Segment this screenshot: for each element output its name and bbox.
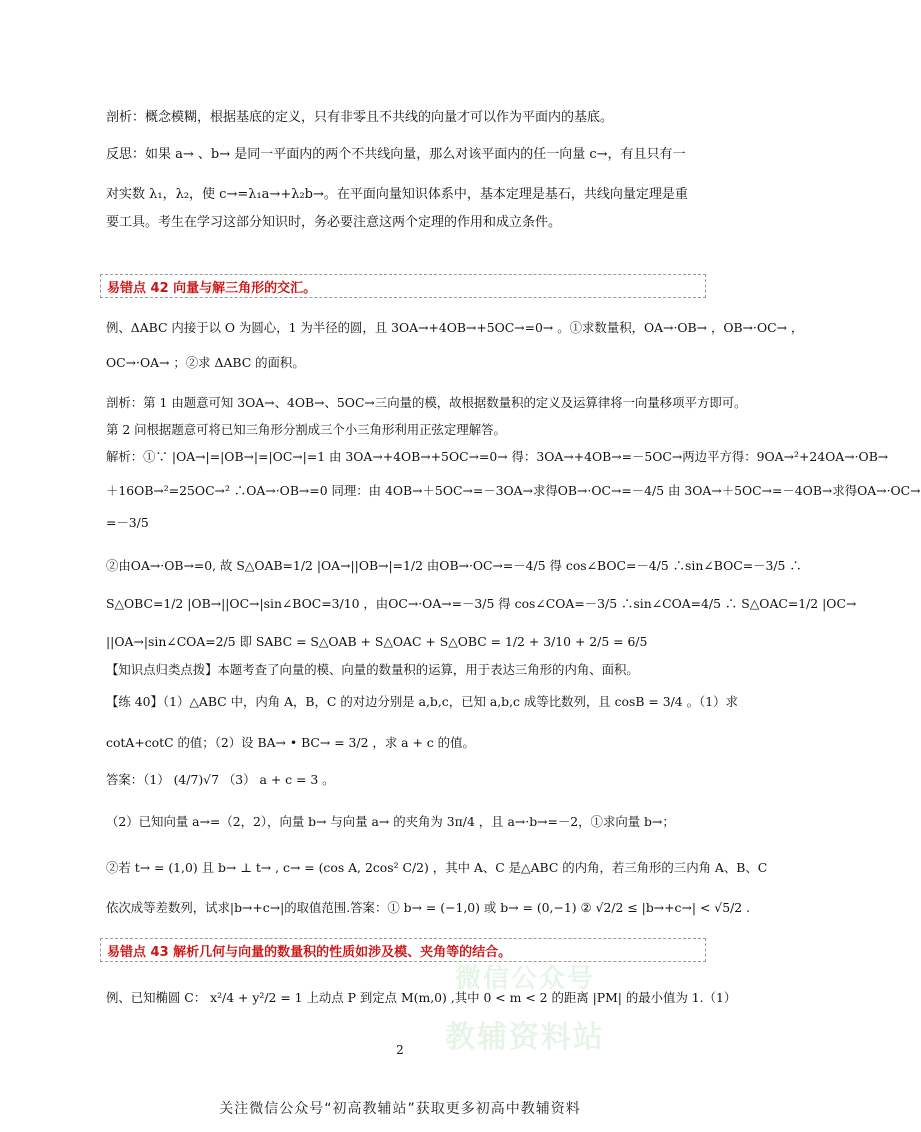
s42-line-15: （2）已知向量 a→=（2，2），向量 b→ 与向量 a→ 的夹角为 3π/4 ，且 a→·b→=－2，①求向量 b→； [106,814,675,829]
reflection-line-3: 要工具。考生在学习这部分知识时，务必要注意这两个定理的作用和成立条件。 [106,215,562,230]
s42-line-2: OC→·OA→ ；②求 ΔABC 的面积。 [106,355,305,370]
s42-line-9: S△OBC=1/2 |OB→||OC→|sin∠BOC=3/10 ，由OC→·OA→=－3/5 得 cos∠COA=－3/5 ∴sin∠COA=4/5 ∴ S△OAC=1/2 |OC→ [106,596,857,611]
page-number: 2 [396,1043,404,1057]
section-42-header-box [100,274,706,298]
s42-line-10: ||OA→|sin∠COA=2/5 即 SABC = S△OAB + S△OAC + S△OBC = 1/2 + 3/10 + 2/5 = 6/5 [106,634,648,649]
section-43-header-box [100,938,706,962]
footer-note: 关注微信公众号“初高教辅站”获取更多初高中教辅资料 [219,1101,581,1117]
section-42-title: 易错点 42 向量与解三角形的交汇。 [107,281,317,296]
s42-line-17: 依次成等差数列，试求|b→+c→|的取值范围.答案：① b→ = (−1,0) 或 b→ = (0,−1) ② √2/2 ≤ |b→+c→| < √5/2 . [106,900,751,915]
s42-line-12: 【练 40】（1）△ABC 中，内角 A，B，C 的对边分别是 a,b,c，已知 a,b,c 成等比数列，且 cosB = 3/4 。（1）求 [106,694,738,709]
s42-line-16: ②若 t→ = (1,0) 且 b→ ⊥ t→ , c→ = (cos A, 2cos² C/2) ，其中 A、C 是△ABC 的内角，若三角形的三内角 A、B、C [106,860,768,875]
s42-line-4: 第 2 问根据题意可将已知三角形分割成三个小三角形利用正弦定理解答。 [106,422,506,437]
s42-line-1: 例、ΔABC 内接于以 O 为圆心，1 为半径的圆，且 3OA→+4OB→+5OC→=0→ 。①求数量积，OA→·OB→ ，OB→·OC→ ， [106,320,804,335]
s42-line-6: ＋16OB→²=25OC→² ∴OA→·OB→=0 同理：由 4OB→＋5OC→=－3OA→求得OB→·OC→=－4/5 由 3OA→＋5OC→=－4OB→求得OA→·OC→ [106,483,921,498]
s42-line-13: cotA+cotC 的值；（2）设 BA→ • BC→ = 3/2 ，求 a + c 的值。 [106,735,475,750]
s42-line-3: 剖析：第 1 由题意可知 3OA→、4OB→、5OC→三向量的模，故根据数量积的定义及运算律将一向量移项平方即可。 [106,395,747,410]
section-43-title: 易错点 43 解析几何与向量的数量积的性质如涉及模、夹角等的结合。 [107,945,512,960]
reflection-line-1: 反思：如果 a→ 、b→ 是同一平面内的两个不共线向量，那么对该平面内的任一向量 c→，有且只有一 [106,147,686,162]
s42-line-14: 答案：（1） (4/7)√7 （3） a + c = 3 。 [106,772,335,787]
s42-line-11: 【知识点归类点拨】本题考查了向量的模、向量的数量积的运算，用于表达三角形的内角、面积。 [106,662,639,677]
s42-line-7: =－3/5 [106,515,149,530]
s42-line-5: 解析：①∵ |OA→|=|OB→|=|OC→|=1 由 3OA→+4OB→+5OC→=0→ 得：3OA→+4OB→=－5OC→两边平方得：9OA→²+24OA→·OB→ [106,449,889,464]
reflection-line-2: 对实数 λ₁，λ₂，使 c→=λ₁a→+λ₂b→。在平面向量知识体系中，基本定理是基石，共线向量定理是重 [106,187,688,202]
watermark-text-2: 教辅资料站 [445,1020,605,1055]
watermark-text-1: 微信公众号 [455,964,596,994]
analysis-line-1: 剖析：概念模糊，根据基底的定义，只有非零且不共线的向量才可以作为平面内的基底。 [106,110,614,125]
s43-line-1: 例、已知椭圆 C： x²/4 + y²/2 = 1 上动点 P 到定点 M(m,0) ,其中 0 < m < 2 的距离 |PM| 的最小值为 1.（1） [106,990,737,1005]
s42-line-8: ②由OA→·OB→=0, 故 S△OAB=1/2 |OA→||OB→|=1/2 由OB→·OC→=－4/5 得 cos∠BOC=－4/5 ∴sin∠BOC=－3/5 ∴ [106,558,802,573]
